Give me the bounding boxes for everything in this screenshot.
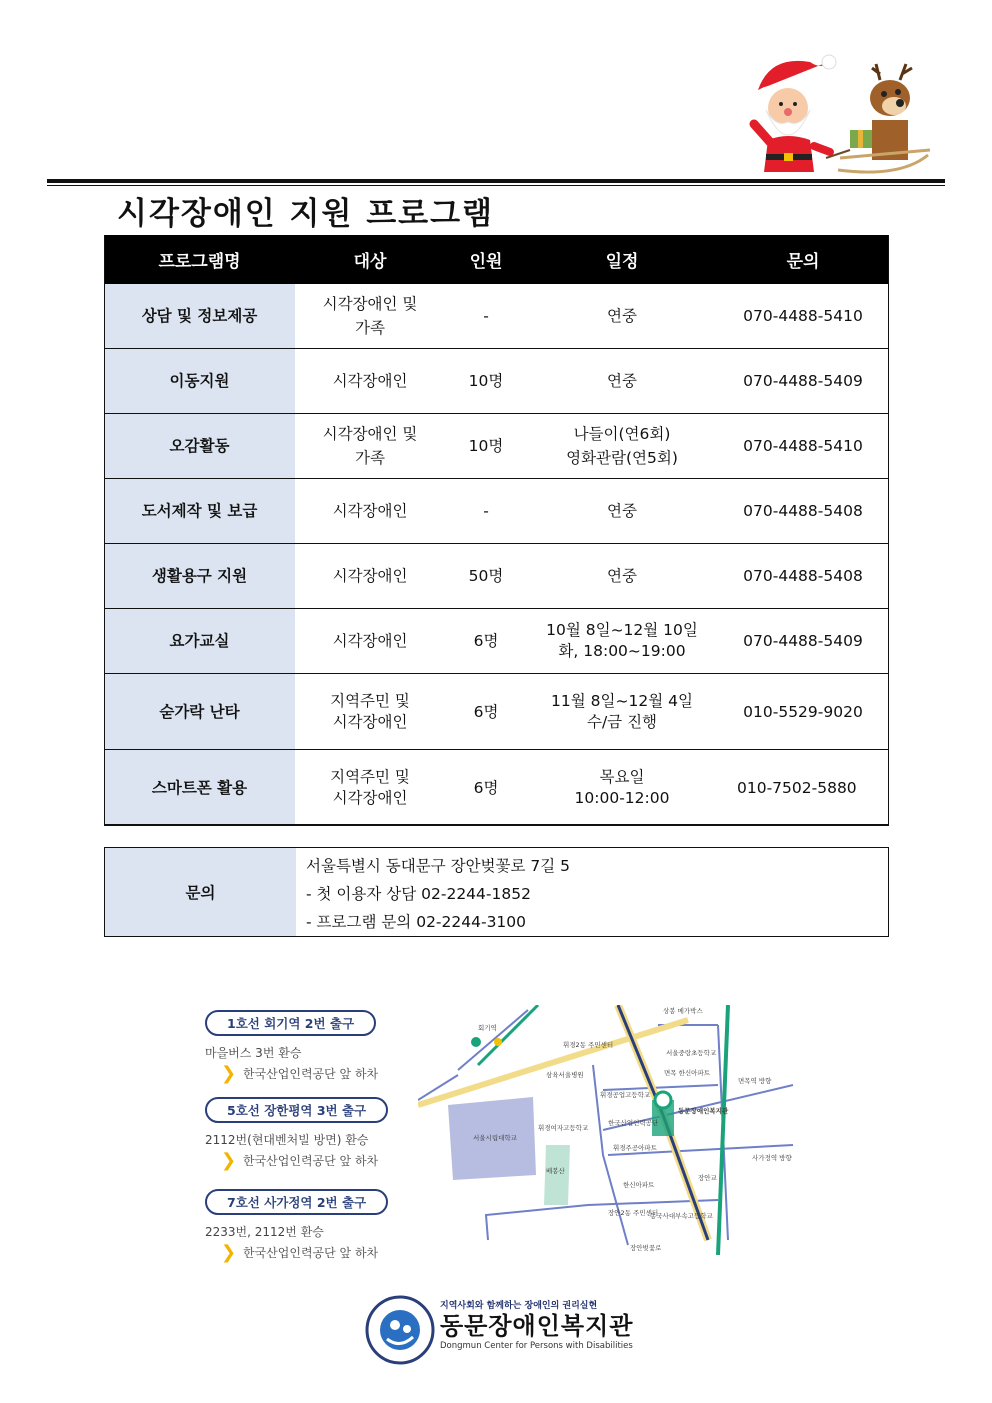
chevron-right-icon: ❯ <box>221 1242 237 1263</box>
target-line: 지역주민 및 <box>330 767 410 786</box>
bus-stop <box>221 1063 379 1084</box>
chevron-right-icon: ❯ <box>221 1063 237 1084</box>
schedule-line: 수/금 진행 <box>586 712 658 731</box>
program-target <box>295 349 445 414</box>
target-line: 시각장애인 및 <box>322 295 418 313</box>
direction-line1 <box>205 1010 378 1082</box>
program-target <box>295 750 445 826</box>
program-count: - <box>445 284 527 349</box>
map-label: 휘경주공아파트 <box>613 1144 657 1152</box>
program-schedule <box>527 414 717 479</box>
map-label: 동국사대부속고등학교 <box>650 1212 713 1220</box>
program-contact: 010-5529-9020 <box>717 674 889 750</box>
program-target <box>295 674 445 750</box>
program-count: 6명 <box>445 609 527 674</box>
program-name: 오감활동 <box>104 414 295 479</box>
program-name: 생활용구 지원 <box>104 544 295 609</box>
table-row <box>104 284 889 349</box>
program-contact: 070-4488-5408 <box>717 479 889 544</box>
schedule-line: 나들이(연6회) <box>573 425 671 443</box>
schedule-line: 연중 <box>607 372 637 390</box>
program-count: 50명 <box>445 544 527 609</box>
program-contact: 070-4488-5410 <box>717 414 889 479</box>
page-title: 시각장애인 지원 프로그램 <box>117 196 494 232</box>
table-row <box>104 750 889 826</box>
header-program: 프로그램명 <box>104 235 295 284</box>
header-schedule: 일정 <box>527 235 717 284</box>
program-target <box>295 414 445 479</box>
map-label: 한국산업인력공단 <box>608 1119 659 1127</box>
schedule-line: 연중 <box>607 567 637 585</box>
program-contact: 070-4488-5410 <box>717 284 889 349</box>
map-label: 장안교 <box>698 1174 717 1182</box>
inquiry-program: - 프로그램 문의 02-2244-3100 <box>306 913 527 931</box>
program-name: 요가교실 <box>104 609 295 674</box>
schedule-line: 목요일 <box>599 767 645 786</box>
bus-transfer: 마을버스 3번 환승 <box>205 1046 302 1060</box>
dongmun-logo-icon <box>365 1295 435 1365</box>
header-count: 인원 <box>445 235 527 284</box>
map-label: 서울중랑초등학교 <box>666 1049 717 1057</box>
target-line: 시각장애인 <box>332 567 408 585</box>
header-contact: 문의 <box>717 235 889 284</box>
program-schedule <box>527 750 717 826</box>
program-count: 10명 <box>445 414 527 479</box>
table-row <box>104 414 889 479</box>
program-target <box>295 479 445 544</box>
schedule-line: 연중 <box>607 502 637 520</box>
station-pill: 5호선 장한평역 3번 출구 <box>205 1097 388 1123</box>
program-schedule <box>527 284 717 349</box>
program-schedule <box>527 349 717 414</box>
target-line: 지역주민 및 <box>330 691 410 710</box>
map-label: 휘경공업고등학교 <box>600 1091 651 1099</box>
table-header-row <box>104 235 889 284</box>
header-target: 대상 <box>295 235 445 284</box>
program-contact: 010-7502-5880 <box>717 750 889 826</box>
bus-stop-text: 한국산업인력공단 앞 하차 <box>243 1246 379 1260</box>
target-line: 시각장애인 <box>332 502 408 520</box>
direction-line5 <box>205 1097 388 1169</box>
map-label: 장안2동 주민센터 <box>608 1209 659 1217</box>
title-rule-thin <box>47 185 945 186</box>
program-target <box>295 544 445 609</box>
program-schedule <box>527 479 717 544</box>
table-row <box>104 479 889 544</box>
program-count: - <box>445 479 527 544</box>
bus-stop-text: 한국산업인력공단 앞 하차 <box>243 1154 379 1168</box>
map-label: 장안벚꽃로 <box>630 1244 662 1252</box>
program-schedule <box>527 609 717 674</box>
map-label: 회기역 <box>478 1024 497 1032</box>
program-name: 숟가락 난타 <box>104 674 295 750</box>
title-rule <box>47 179 945 183</box>
target-line: 시각장애인 <box>332 632 408 650</box>
map-label: 삼육서울병원 <box>546 1071 584 1079</box>
logo-name: 동문장애인복지관 <box>440 1312 634 1340</box>
target-line: 가족 <box>355 319 385 337</box>
schedule-line: 10월 8일~12월 10일 <box>546 621 698 639</box>
location-map <box>418 1005 798 1255</box>
map-label: 서울시립대학교 <box>473 1134 517 1142</box>
target-line: 시각장애인 및 <box>322 425 418 443</box>
program-name: 이동지원 <box>104 349 295 414</box>
table-row <box>104 544 889 609</box>
schedule-line: 연중 <box>607 307 637 325</box>
bus-transfer: 2112번(현대벤처빌 방면) 환승 <box>205 1133 369 1147</box>
map-label: 동문장애인복지관 <box>678 1107 729 1115</box>
schedule-line: 10:00-12:00 <box>574 788 670 807</box>
program-name: 도서제작 및 보급 <box>104 479 295 544</box>
schedule-line: 11월 8일~12월 4일 <box>551 691 693 710</box>
program-schedule <box>527 544 717 609</box>
map-label: 면목 한신아파트 <box>664 1069 711 1077</box>
inquiry-text <box>296 848 580 936</box>
program-contact: 070-4488-5408 <box>717 544 889 609</box>
program-count: 6명 <box>445 750 527 826</box>
table-row <box>104 349 889 414</box>
inquiry-address: 서울특별시 동대문구 장안벚꽃로 7길 5 <box>306 857 571 875</box>
chevron-right-icon: ❯ <box>221 1150 237 1171</box>
map-label: 휘경2동 주민센터 <box>563 1041 614 1049</box>
program-contact: 070-4488-5409 <box>717 609 889 674</box>
target-line: 시각장애인 <box>332 788 408 807</box>
map-label: 배봉산 <box>546 1167 565 1175</box>
map-label: 한신아파트 <box>623 1181 655 1189</box>
inquiry-label: 문의 <box>105 848 296 936</box>
direction-line7 <box>205 1189 388 1261</box>
schedule-line: 화, 18:00~19:00 <box>558 642 686 660</box>
target-line: 가족 <box>355 449 385 467</box>
logo-english: Dongmun Center for Persons with Disabilities <box>440 1341 633 1351</box>
bus-transfer: 2233번, 2112번 환승 <box>205 1225 324 1239</box>
santa-reindeer-illustration <box>730 50 940 180</box>
program-contact: 070-4488-5409 <box>717 349 889 414</box>
bus-stop-text: 한국산업인력공단 앞 하차 <box>243 1067 379 1081</box>
target-line: 시각장애인 <box>332 372 408 390</box>
map-label: 휘경여자고등학교 <box>538 1124 589 1132</box>
schedule-line: 영화관람(연5회) <box>566 449 678 467</box>
station-pill: 1호선 회기역 2번 출구 <box>205 1010 376 1036</box>
map-label: 면목역 방향 <box>738 1077 772 1085</box>
logo-text <box>440 1298 633 1351</box>
program-target <box>295 609 445 674</box>
bus-stop <box>221 1150 388 1171</box>
map-label: 상봉 메가박스 <box>663 1007 703 1015</box>
program-table <box>104 235 889 826</box>
station-pill: 7호선 사가정역 2번 출구 <box>205 1189 388 1215</box>
program-count: 6명 <box>445 674 527 750</box>
map-label: 사가정역 방향 <box>752 1154 792 1162</box>
program-name: 상담 및 정보제공 <box>104 284 295 349</box>
program-name: 스마트폰 활용 <box>104 750 295 826</box>
inquiry-box <box>104 847 889 937</box>
target-line: 시각장애인 <box>332 712 408 731</box>
bus-stop <box>221 1242 388 1263</box>
table-row <box>104 674 889 750</box>
logo-tagline: 지역사회와 함께하는 장애인의 권리실현 <box>440 1301 598 1311</box>
program-target <box>295 284 445 349</box>
program-schedule <box>527 674 717 750</box>
inquiry-first-visit: - 첫 이용자 상담 02-2244-1852 <box>306 885 531 903</box>
table-row <box>104 609 889 674</box>
program-count: 10명 <box>445 349 527 414</box>
